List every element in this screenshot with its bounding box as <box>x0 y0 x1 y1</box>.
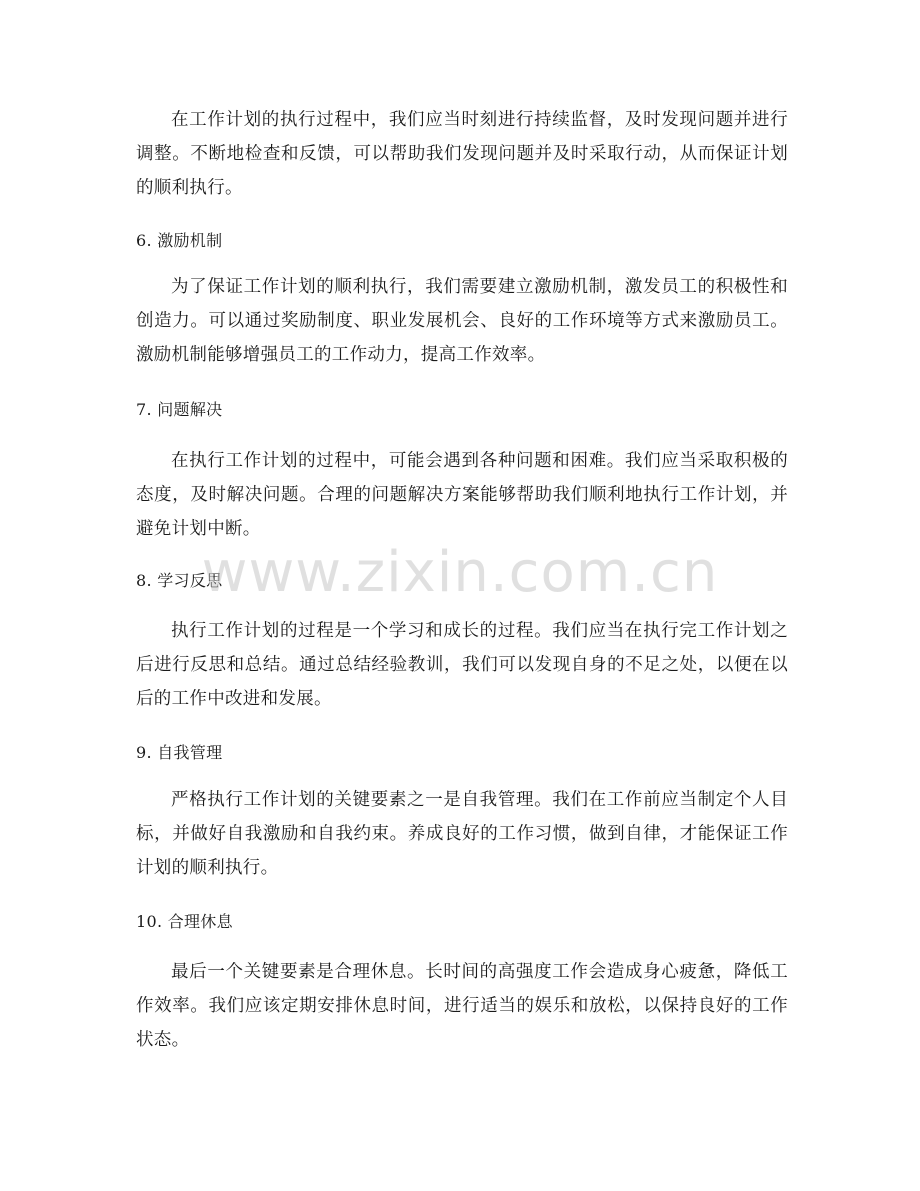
heading-problem-solving <box>136 398 788 422</box>
paragraph-incentive-mechanism <box>136 270 788 372</box>
section-heading: 9. 自我管理 <box>136 743 223 762</box>
paragraph-self-management <box>136 783 788 885</box>
heading-self-management <box>136 741 788 765</box>
paragraph-text: 为了保证工作计划的顺利执行，我们需要建立激励机制，激发员工的积极性和创造力。可以通过奖励制度、职业发展机会、良好的工作环境等方式来激励员工。激励机制能够增强员工的工作动力，提高工作效率。 <box>136 277 788 365</box>
paragraph-monitoring <box>136 103 788 205</box>
paragraph-text: 在工作计划的执行过程中，我们应当时刻进行持续监督，及时发现问题并进行调整。不断地检查和反馈，可以帮助我们发现问题并及时采取行动，从而保证计划的顺利执行。 <box>136 110 788 198</box>
section-heading: 8. 学习反思 <box>136 571 223 590</box>
heading-incentive-mechanism <box>136 229 788 253</box>
watermark-text: www.zixin.com.cn <box>201 540 719 605</box>
section-heading: 7. 问题解决 <box>136 400 223 419</box>
paragraph-text: 在执行工作计划的过程中，可能会遇到各种问题和困难。我们应当采取积极的态度，及时解决问题。合理的问题解决方案能够帮助我们顺利地执行工作计划，并避免计划中断。 <box>136 451 788 539</box>
paragraph-text: 最后一个关键要素是合理休息。长时间的高强度工作会造成身心疲惫，降低工作效率。我们应该定期安排休息时间，进行适当的娱乐和放松，以保持良好的工作状态。 <box>136 962 788 1050</box>
paragraph-learning-reflection <box>136 614 788 716</box>
paragraph-text: 执行工作计划的过程是一个学习和成长的过程。我们应当在执行完工作计划之后进行反思和总结。通过总结经验教训，我们可以发现自身的不足之处，以便在以后的工作中改进和发展。 <box>136 621 788 709</box>
heading-learning-reflection <box>136 569 788 593</box>
section-heading: 6. 激励机制 <box>136 231 223 250</box>
paragraph-problem-solving <box>136 444 788 546</box>
paragraph-text: 严格执行工作计划的关键要素之一是自我管理。我们在工作前应当制定个人目标，并做好自我激励和自我约束。养成良好的工作习惯，做到自律，才能保证工作计划的顺利执行。 <box>136 790 788 878</box>
heading-reasonable-rest <box>136 910 788 934</box>
paragraph-reasonable-rest <box>136 955 788 1057</box>
section-heading: 10. 合理休息 <box>136 912 233 931</box>
